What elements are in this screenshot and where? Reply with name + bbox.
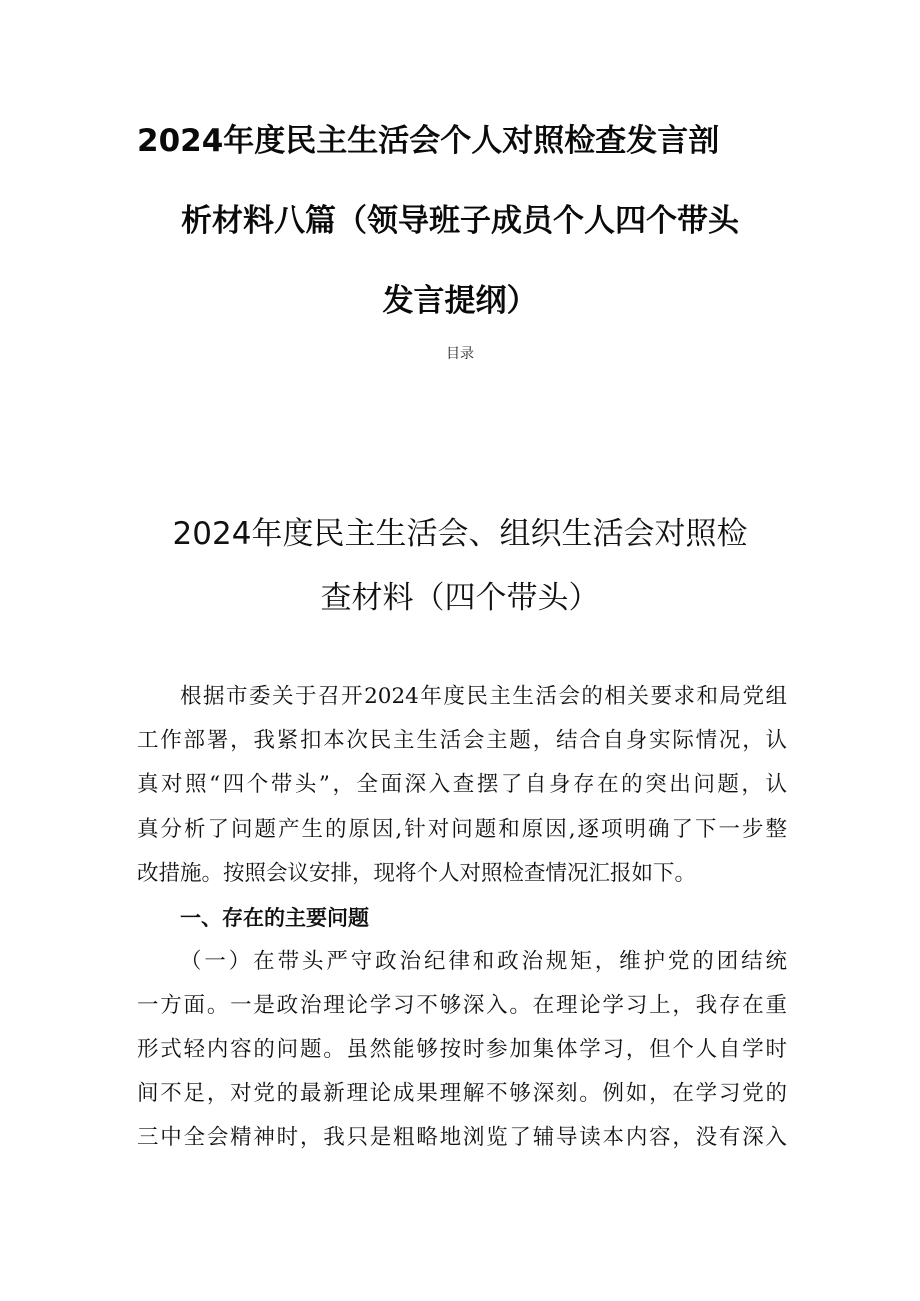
document-title-line-3: 发言提纲） (382, 283, 538, 319)
paragraph-2-line-4: 间不足，对党的最新理论成果理解不够深刻。例如，在学习党的 (137, 1081, 787, 1106)
paragraph-2-line-5: 三中全会精神时，我只是粗略地浏览了辅导读本内容，没有深入 (137, 1125, 787, 1150)
paragraph-2-line-3: 形式轻内容的问题。虽然能够按时参加集体学习，但个人自学时 (137, 1037, 787, 1062)
section-title-line-2: 查材料（四个带头） (320, 580, 600, 616)
paragraph-1-line-4: 真分析了问题产生的原因,针对问题和原因,逐项明确了下一步整 (137, 817, 787, 842)
document-title-line-2: 析材料八篇（领导班子成员个人四个带头 (181, 203, 739, 239)
paragraph-1-line-3: 真对照“四个带头”，全面深入查摆了自身存在的突出问题，认 (137, 772, 787, 797)
paragraph-1-line-1: 根据市委关于召开2024年度民主生活会的相关要求和局党组 (180, 684, 787, 709)
section-title-line-1: 2024年度民主生活会、组织生活会对照检 (172, 516, 748, 552)
paragraph-2-line-2: 一方面。一是政治理论学习不够深入。在理论学习上，我存在重 (137, 993, 787, 1018)
heading-main-problems: 一、存在的主要问题 (180, 906, 369, 930)
paragraph-2-line-1: （一）在带头严守政治纪律和政治规矩，维护党的团结统 (180, 949, 787, 974)
document-title-line-1: 2024年度民主生活会个人对照检查发言剖 (137, 123, 720, 159)
paragraph-1-line-2: 工作部署，我紧扣本次民主生活会主题，结合自身实际情况，认 (137, 728, 787, 753)
toc-label: 目录 (446, 346, 474, 362)
paragraph-1-line-5: 改措施。按照会议安排，现将个人对照检查情况汇报如下。 (137, 861, 697, 886)
